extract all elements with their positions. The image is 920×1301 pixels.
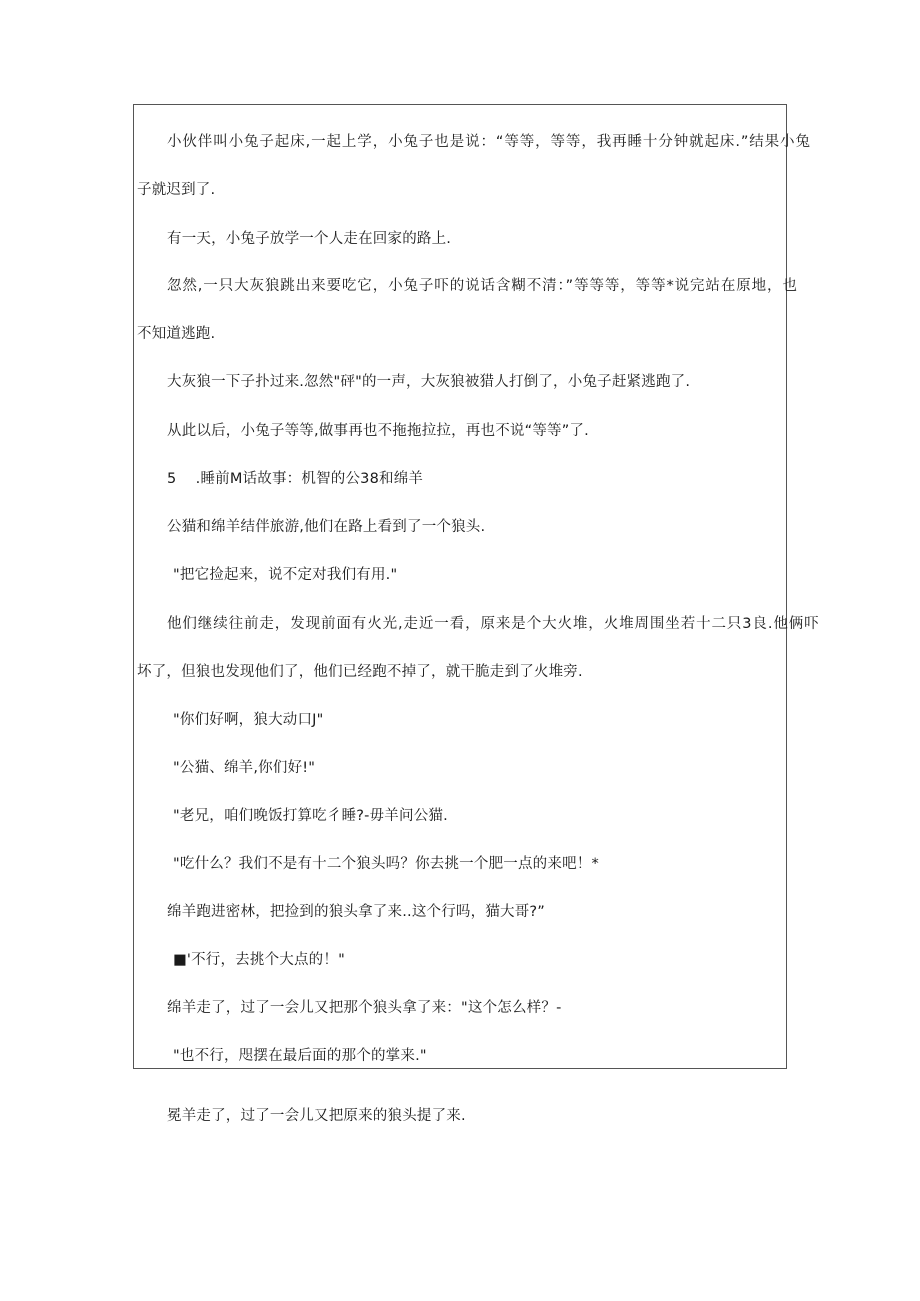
paragraph-line: 小伙伴叫小兔子起床,一起上学，小兔子也是说：“等等，等等，我再睡十分钟就起床.”结果小兔 <box>167 134 811 150</box>
dialogue-line: "公猫、绵羊,你们好!" <box>173 760 316 776</box>
paragraph-line: 忽然,一只大灰狼跳出来要吃它，小兔子吓的说话含糊不清：”等等等，等等*说完站在原地，也 <box>167 278 798 294</box>
paragraph-line: 从此以后，小兔子等等,做事再也不拖拖拉拉，再也不说“等等”了. <box>167 423 589 439</box>
dialogue-line: ■'不行，去挑个大点的！" <box>173 952 345 968</box>
paragraph-line: 不知道逃跑. <box>137 326 216 342</box>
paragraph-line: 绵羊走了，过了一会儿又把那个狼头拿了来："这个怎么样？- <box>167 1000 562 1016</box>
paragraph-line: 大灰狼一下子扑过来.忽然"砰"的一声，大灰狼被猎人打倒了，小兔子赶紧逃跑了. <box>167 374 691 390</box>
paragraph-line: 有一天，小兔子放学一个人走在回家的路上. <box>167 231 452 247</box>
paragraph-line: 他们继续往前走，发现前面有火光,走近一看，原来是个大火堆，火堆周围坐若十二只3良.他俩吓 <box>167 616 820 632</box>
paragraph-line: 子就迟到了. <box>137 182 216 198</box>
paragraph-line: 公猫和绵羊结伴旅游,他们在路上看到了一个狼头. <box>167 519 486 535</box>
dialogue-line: "你们好啊，狼大动口J" <box>173 712 324 728</box>
paragraph-line: 坏了，但狼也发现他们了，他们已经跑不掉了，就干脆走到了火堆旁. <box>137 664 583 680</box>
dialogue-line: "把它捡起来，说不定对我们有用." <box>173 567 398 583</box>
section-heading: 5 .睡前M话故事：机智的公38和绵羊 <box>167 471 424 487</box>
dialogue-line: "吃什么？我们不是有十二个狼头吗？你去挑一个肥一点的来吧！* <box>173 856 599 872</box>
paragraph-line: 绵羊跑进密林，把捡到的狼头拿了来..这个行吗，猫大哥?” <box>167 904 546 920</box>
dialogue-line: "老兄，咱们晚饭打算吃彳睡?-毋羊问公猫. <box>173 808 448 824</box>
dialogue-line: "也不行，咫摆在最后面的那个的掌来." <box>173 1048 427 1064</box>
trailing-paragraph-line: 冕羊走了，过了一会儿又把原来的狼头提了来. <box>167 1108 466 1124</box>
